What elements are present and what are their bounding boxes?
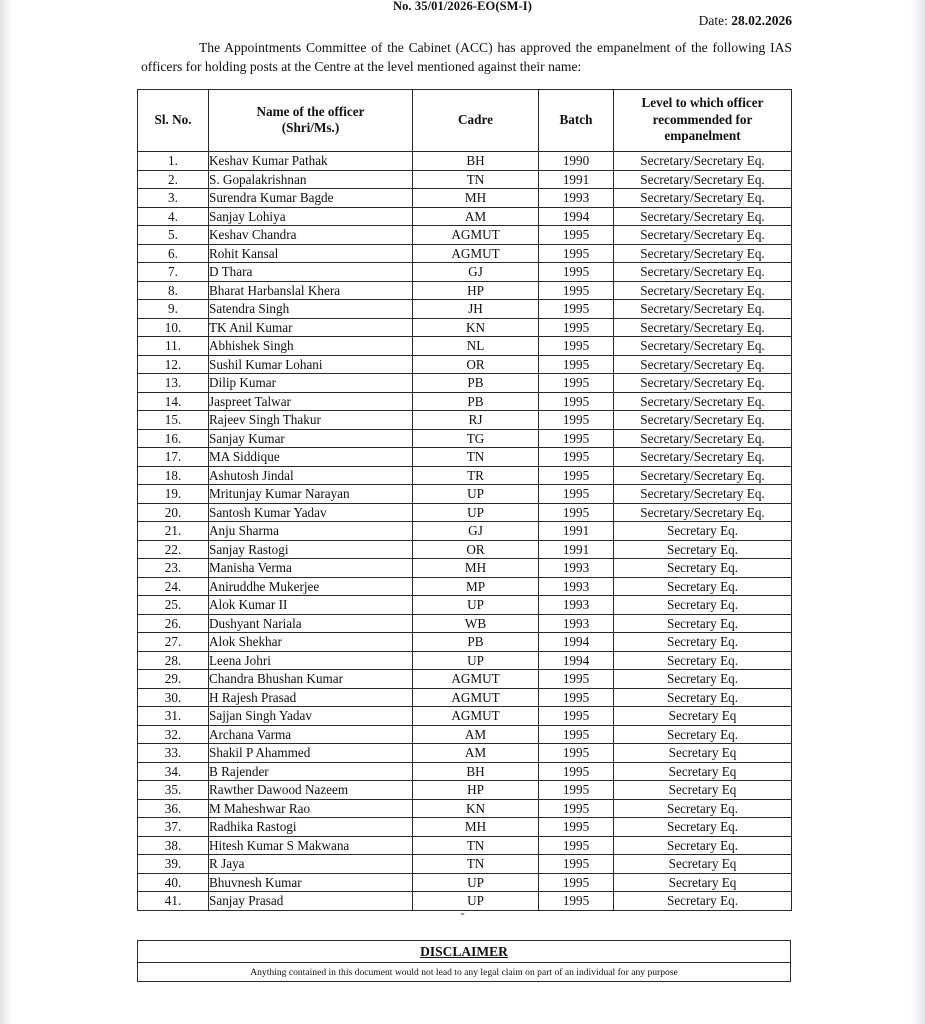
cell-batch: 1995 bbox=[539, 503, 614, 522]
table-row bbox=[138, 596, 792, 615]
cell-cadre: MH bbox=[413, 818, 539, 837]
cell-level: Secretary Eq bbox=[614, 781, 792, 800]
cell-cadre: MH bbox=[413, 189, 539, 208]
cell-officer-name: Sanjay Prasad bbox=[209, 892, 413, 911]
cell-sl-no: 20. bbox=[138, 503, 209, 522]
cell-level: Secretary Eq. bbox=[614, 633, 792, 652]
table-row bbox=[138, 466, 792, 485]
column-header-level-line2: recommended for bbox=[652, 111, 753, 127]
cell-cadre: KN bbox=[413, 799, 539, 818]
cell-cadre: AGMUT bbox=[413, 688, 539, 707]
cell-officer-name: Leena Johri bbox=[209, 651, 413, 670]
cell-sl-no: 6. bbox=[138, 244, 209, 263]
table-row bbox=[138, 281, 792, 300]
disclaimer-box bbox=[137, 940, 791, 982]
cell-sl-no: 2. bbox=[138, 170, 209, 189]
cell-level: Secretary Eq. bbox=[614, 540, 792, 559]
table-header-row bbox=[138, 90, 792, 152]
cell-officer-name: Chandra Bhushan Kumar bbox=[209, 670, 413, 689]
cell-officer-name: Rawther Dawood Nazeem bbox=[209, 781, 413, 800]
cell-level: Secretary Eq. bbox=[614, 818, 792, 837]
cell-cadre: AGMUT bbox=[413, 226, 539, 245]
cell-batch: 1995 bbox=[539, 799, 614, 818]
cell-sl-no: 41. bbox=[138, 892, 209, 911]
table-row bbox=[138, 522, 792, 541]
cell-batch: 1995 bbox=[539, 244, 614, 263]
cell-sl-no: 18. bbox=[138, 466, 209, 485]
cell-officer-name: Dushyant Nariala bbox=[209, 614, 413, 633]
cell-cadre: TN bbox=[413, 170, 539, 189]
cell-sl-no: 39. bbox=[138, 855, 209, 874]
cell-officer-name: Sanjay Lohiya bbox=[209, 207, 413, 226]
cell-cadre: UP bbox=[413, 596, 539, 615]
cell-cadre: HP bbox=[413, 781, 539, 800]
cell-cadre: TN bbox=[413, 448, 539, 467]
cell-sl-no: 8. bbox=[138, 281, 209, 300]
table-row bbox=[138, 559, 792, 578]
table-row bbox=[138, 226, 792, 245]
cell-officer-name: Shakil P Ahammed bbox=[209, 744, 413, 763]
cell-level: Secretary Eq bbox=[614, 762, 792, 781]
cell-cadre: PB bbox=[413, 374, 539, 393]
cell-cadre: NL bbox=[413, 337, 539, 356]
cell-cadre: GJ bbox=[413, 263, 539, 282]
cell-cadre: AGMUT bbox=[413, 244, 539, 263]
cell-level: Secretary/Secretary Eq. bbox=[614, 226, 792, 245]
cell-level: Secretary/Secretary Eq. bbox=[614, 503, 792, 522]
cell-officer-name: Radhika Rastogi bbox=[209, 818, 413, 837]
cell-sl-no: 9. bbox=[138, 300, 209, 319]
cell-sl-no: 4. bbox=[138, 207, 209, 226]
cell-officer-name: Sushil Kumar Lohani bbox=[209, 355, 413, 374]
cell-batch: 1995 bbox=[539, 836, 614, 855]
cell-batch: 1995 bbox=[539, 374, 614, 393]
cell-sl-no: 24. bbox=[138, 577, 209, 596]
cell-cadre: PB bbox=[413, 392, 539, 411]
column-header-batch: Batch bbox=[539, 90, 614, 152]
table-row bbox=[138, 485, 792, 504]
cell-batch: 1995 bbox=[539, 466, 614, 485]
cell-batch: 1994 bbox=[539, 633, 614, 652]
cell-sl-no: 12. bbox=[138, 355, 209, 374]
cell-batch: 1995 bbox=[539, 392, 614, 411]
table-header bbox=[138, 90, 792, 152]
cell-officer-name: Rajeev Singh Thakur bbox=[209, 411, 413, 430]
table-row bbox=[138, 392, 792, 411]
cell-batch: 1995 bbox=[539, 873, 614, 892]
cell-batch: 1995 bbox=[539, 263, 614, 282]
cell-level: Secretary/Secretary Eq. bbox=[614, 263, 792, 282]
disclaimer-body: Anything contained in this document would not lead to any legal claim on part of an individual for any purpose bbox=[138, 963, 791, 982]
cell-batch: 1995 bbox=[539, 725, 614, 744]
cell-level: Secretary Eq bbox=[614, 855, 792, 874]
cell-sl-no: 7. bbox=[138, 263, 209, 282]
cell-level: Secretary Eq bbox=[614, 744, 792, 763]
table-row bbox=[138, 411, 792, 430]
cell-officer-name: Alok Shekhar bbox=[209, 633, 413, 652]
table-row bbox=[138, 799, 792, 818]
cell-sl-no: 32. bbox=[138, 725, 209, 744]
table-row bbox=[138, 688, 792, 707]
cell-batch: 1995 bbox=[539, 226, 614, 245]
cell-batch: 1995 bbox=[539, 429, 614, 448]
cell-officer-name: Archana Varma bbox=[209, 725, 413, 744]
disclaimer-title-text: DISCLAIMER bbox=[420, 943, 508, 959]
table-row bbox=[138, 651, 792, 670]
cell-cadre: AGMUT bbox=[413, 707, 539, 726]
cell-cadre: BH bbox=[413, 152, 539, 171]
cell-cadre: TR bbox=[413, 466, 539, 485]
cell-sl-no: 17. bbox=[138, 448, 209, 467]
cell-cadre: AM bbox=[413, 725, 539, 744]
table-row bbox=[138, 170, 792, 189]
table-row bbox=[138, 207, 792, 226]
cell-officer-name: Bhuvnesh Kumar bbox=[209, 873, 413, 892]
cell-sl-no: 11. bbox=[138, 337, 209, 356]
cell-officer-name: Jaspreet Talwar bbox=[209, 392, 413, 411]
cell-batch: 1995 bbox=[539, 744, 614, 763]
cell-cadre: PB bbox=[413, 633, 539, 652]
cell-cadre: UP bbox=[413, 485, 539, 504]
cell-sl-no: 40. bbox=[138, 873, 209, 892]
disclaimer-title-row bbox=[138, 941, 791, 963]
cell-officer-name: Mritunjay Kumar Narayan bbox=[209, 485, 413, 504]
cell-cadre: BH bbox=[413, 762, 539, 781]
table-row bbox=[138, 429, 792, 448]
disclaimer-title bbox=[138, 941, 791, 963]
cell-batch: 1995 bbox=[539, 670, 614, 689]
cell-sl-no: 33. bbox=[138, 744, 209, 763]
cell-batch: 1991 bbox=[539, 540, 614, 559]
intro-paragraph: The Appointments Committee of the Cabinet (ACC) has approved the empanelment of the following IAS officers for holding posts at the Centre at the level mentioned against their name: bbox=[141, 40, 792, 74]
cell-sl-no: 23. bbox=[138, 559, 209, 578]
column-header-sl-no: Sl. No. bbox=[138, 90, 209, 152]
cell-officer-name: Sajjan Singh Yadav bbox=[209, 707, 413, 726]
cell-sl-no: 34. bbox=[138, 762, 209, 781]
cell-level: Secretary/Secretary Eq. bbox=[614, 207, 792, 226]
cell-level: Secretary/Secretary Eq. bbox=[614, 170, 792, 189]
cell-sl-no: 25. bbox=[138, 596, 209, 615]
cell-cadre: AM bbox=[413, 207, 539, 226]
table-row bbox=[138, 670, 792, 689]
cell-batch: 1991 bbox=[539, 522, 614, 541]
table-row bbox=[138, 873, 792, 892]
cell-level: Secretary/Secretary Eq. bbox=[614, 448, 792, 467]
cell-level: Secretary/Secretary Eq. bbox=[614, 411, 792, 430]
cell-cadre: GJ bbox=[413, 522, 539, 541]
cell-cadre: JH bbox=[413, 300, 539, 319]
cell-sl-no: 16. bbox=[138, 429, 209, 448]
cell-officer-name: Rohit Kansal bbox=[209, 244, 413, 263]
table-row bbox=[138, 540, 792, 559]
table-row bbox=[138, 855, 792, 874]
cell-cadre: TG bbox=[413, 429, 539, 448]
cell-level: Secretary/Secretary Eq. bbox=[614, 485, 792, 504]
cell-officer-name: Manisha Verma bbox=[209, 559, 413, 578]
cell-cadre: MP bbox=[413, 577, 539, 596]
cell-sl-no: 29. bbox=[138, 670, 209, 689]
cell-sl-no: 28. bbox=[138, 651, 209, 670]
cell-officer-name: Satendra Singh bbox=[209, 300, 413, 319]
cell-cadre: OR bbox=[413, 540, 539, 559]
column-header-level-line1: Level to which officer bbox=[641, 95, 764, 111]
table-row bbox=[138, 762, 792, 781]
cell-officer-name: Keshav Chandra bbox=[209, 226, 413, 245]
cell-officer-name: Hitesh Kumar S Makwana bbox=[209, 836, 413, 855]
table-row bbox=[138, 300, 792, 319]
cell-batch: 1995 bbox=[539, 337, 614, 356]
cell-level: Secretary/Secretary Eq. bbox=[614, 244, 792, 263]
cell-officer-name: MA Siddique bbox=[209, 448, 413, 467]
cell-sl-no: 14. bbox=[138, 392, 209, 411]
table-row bbox=[138, 355, 792, 374]
cell-officer-name: Abhishek Singh bbox=[209, 337, 413, 356]
cell-level: Secretary/Secretary Eq. bbox=[614, 355, 792, 374]
cell-level: Secretary Eq bbox=[614, 707, 792, 726]
cell-batch: 1990 bbox=[539, 152, 614, 171]
table-row bbox=[138, 633, 792, 652]
table-row bbox=[138, 152, 792, 171]
cell-sl-no: 3. bbox=[138, 189, 209, 208]
cell-level: Secretary Eq. bbox=[614, 596, 792, 615]
cell-level: Secretary/Secretary Eq. bbox=[614, 374, 792, 393]
cell-officer-name: Alok Kumar II bbox=[209, 596, 413, 615]
cell-level: Secretary Eq. bbox=[614, 559, 792, 578]
cell-sl-no: 22. bbox=[138, 540, 209, 559]
cell-sl-no: 21. bbox=[138, 522, 209, 541]
cell-officer-name: Sanjay Rastogi bbox=[209, 540, 413, 559]
cell-officer-name: Aniruddhe Mukerjee bbox=[209, 577, 413, 596]
cell-level: Secretary/Secretary Eq. bbox=[614, 337, 792, 356]
cell-sl-no: 1. bbox=[138, 152, 209, 171]
cell-cadre: UP bbox=[413, 503, 539, 522]
table-row bbox=[138, 577, 792, 596]
cell-level: Secretary Eq. bbox=[614, 836, 792, 855]
cell-level: Secretary/Secretary Eq. bbox=[614, 300, 792, 319]
cell-batch: 1995 bbox=[539, 300, 614, 319]
disclaimer-body-row bbox=[138, 963, 791, 982]
table-row bbox=[138, 244, 792, 263]
cell-officer-name: S. Gopalakrishnan bbox=[209, 170, 413, 189]
cell-sl-no: 10. bbox=[138, 318, 209, 337]
cell-cadre: TN bbox=[413, 855, 539, 874]
cell-level: Secretary Eq bbox=[614, 873, 792, 892]
cell-batch: 1995 bbox=[539, 818, 614, 837]
table-row bbox=[138, 707, 792, 726]
column-header-level bbox=[614, 90, 792, 152]
table-row bbox=[138, 374, 792, 393]
cell-batch: 1995 bbox=[539, 688, 614, 707]
cell-level: Secretary Eq. bbox=[614, 799, 792, 818]
cell-cadre: MH bbox=[413, 559, 539, 578]
cell-batch: 1995 bbox=[539, 855, 614, 874]
cell-batch: 1995 bbox=[539, 448, 614, 467]
cell-officer-name: B Rajender bbox=[209, 762, 413, 781]
table-row bbox=[138, 337, 792, 356]
cell-cadre: TN bbox=[413, 836, 539, 855]
cell-sl-no: 19. bbox=[138, 485, 209, 504]
cell-officer-name: Ashutosh Jindal bbox=[209, 466, 413, 485]
cell-level: Secretary/Secretary Eq. bbox=[614, 429, 792, 448]
cell-batch: 1993 bbox=[539, 596, 614, 615]
cell-officer-name: Bharat Harbanslal Khera bbox=[209, 281, 413, 300]
cell-sl-no: 37. bbox=[138, 818, 209, 837]
cell-batch: 1995 bbox=[539, 355, 614, 374]
document-date bbox=[699, 13, 792, 29]
table-row bbox=[138, 189, 792, 208]
cell-cadre: UP bbox=[413, 892, 539, 911]
cell-batch: 1994 bbox=[539, 207, 614, 226]
cell-batch: 1993 bbox=[539, 614, 614, 633]
cell-batch: 1995 bbox=[539, 485, 614, 504]
cell-cadre: KN bbox=[413, 318, 539, 337]
cell-sl-no: 30. bbox=[138, 688, 209, 707]
table-row bbox=[138, 836, 792, 855]
table-row bbox=[138, 744, 792, 763]
cell-officer-name: H Rajesh Prasad bbox=[209, 688, 413, 707]
column-header-level-line3: empanelment bbox=[664, 128, 741, 144]
cell-sl-no: 27. bbox=[138, 633, 209, 652]
table-body bbox=[138, 152, 792, 911]
table-row bbox=[138, 448, 792, 467]
cell-officer-name: Keshav Kumar Pathak bbox=[209, 152, 413, 171]
cell-level: Secretary/Secretary Eq. bbox=[614, 318, 792, 337]
cell-level: Secretary Eq. bbox=[614, 577, 792, 596]
document-number: No. 35/01/2026-EO(SM-I) bbox=[392, 0, 533, 13]
cell-sl-no: 36. bbox=[138, 799, 209, 818]
cell-cadre: HP bbox=[413, 281, 539, 300]
column-header-name-line2: (Shri/Ms.) bbox=[281, 120, 340, 135]
cell-batch: 1995 bbox=[539, 762, 614, 781]
cell-cadre: RJ bbox=[413, 411, 539, 430]
cell-batch: 1995 bbox=[539, 318, 614, 337]
column-header-name bbox=[209, 90, 413, 152]
table-row bbox=[138, 263, 792, 282]
cell-cadre: OR bbox=[413, 355, 539, 374]
cell-batch: 1993 bbox=[539, 189, 614, 208]
cell-sl-no: 26. bbox=[138, 614, 209, 633]
cell-cadre: UP bbox=[413, 651, 539, 670]
cell-officer-name: R Jaya bbox=[209, 855, 413, 874]
cell-level: Secretary Eq. bbox=[614, 614, 792, 633]
table-row bbox=[138, 318, 792, 337]
table-row bbox=[138, 781, 792, 800]
table-row bbox=[138, 725, 792, 744]
cell-batch: 1995 bbox=[539, 707, 614, 726]
cell-level: Secretary Eq. bbox=[614, 522, 792, 541]
cell-level: Secretary Eq. bbox=[614, 670, 792, 689]
cell-batch: 1995 bbox=[539, 281, 614, 300]
cell-officer-name: Anju Sharma bbox=[209, 522, 413, 541]
column-header-cadre: Cadre bbox=[413, 90, 539, 152]
table-row bbox=[138, 614, 792, 633]
cell-sl-no: 38. bbox=[138, 836, 209, 855]
cell-level: Secretary Eq. bbox=[614, 725, 792, 744]
cell-officer-name: M Maheshwar Rao bbox=[209, 799, 413, 818]
cell-officer-name: TK Anil Kumar bbox=[209, 318, 413, 337]
table-row bbox=[138, 818, 792, 837]
cell-level: Secretary/Secretary Eq. bbox=[614, 152, 792, 171]
cell-level: Secretary Eq. bbox=[614, 892, 792, 911]
cell-cadre: AGMUT bbox=[413, 670, 539, 689]
table-row bbox=[138, 503, 792, 522]
cell-sl-no: 31. bbox=[138, 707, 209, 726]
cell-officer-name: Sanjay Kumar bbox=[209, 429, 413, 448]
cell-batch: 1994 bbox=[539, 651, 614, 670]
cell-level: Secretary/Secretary Eq. bbox=[614, 392, 792, 411]
cell-sl-no: 15. bbox=[138, 411, 209, 430]
cell-sl-no: 35. bbox=[138, 781, 209, 800]
cell-sl-no: 5. bbox=[138, 226, 209, 245]
page-break-dash: - bbox=[460, 905, 465, 920]
cell-batch: 1993 bbox=[539, 559, 614, 578]
cell-cadre: AM bbox=[413, 744, 539, 763]
cell-cadre: WB bbox=[413, 614, 539, 633]
cell-level: Secretary/Secretary Eq. bbox=[614, 189, 792, 208]
date-value: 28.02.2026 bbox=[731, 13, 792, 28]
cell-officer-name: D Thara bbox=[209, 263, 413, 282]
cell-level: Secretary Eq. bbox=[614, 651, 792, 670]
cell-level: Secretary/Secretary Eq. bbox=[614, 281, 792, 300]
empanelment-table bbox=[137, 89, 792, 911]
cell-batch: 1995 bbox=[539, 781, 614, 800]
cell-level: Secretary Eq. bbox=[614, 688, 792, 707]
cell-cadre: UP bbox=[413, 873, 539, 892]
cell-officer-name: Santosh Kumar Yadav bbox=[209, 503, 413, 522]
cell-batch: 1993 bbox=[539, 577, 614, 596]
date-label: Date: bbox=[698, 13, 728, 28]
cell-officer-name: Surendra Kumar Bagde bbox=[209, 189, 413, 208]
cell-batch: 1995 bbox=[539, 892, 614, 911]
cell-officer-name: Dilip Kumar bbox=[209, 374, 413, 393]
cell-level: Secretary/Secretary Eq. bbox=[614, 466, 792, 485]
column-header-name-line1: Name of the officer bbox=[256, 103, 365, 119]
cell-batch: 1991 bbox=[539, 170, 614, 189]
cell-sl-no: 13. bbox=[138, 374, 209, 393]
cell-batch: 1995 bbox=[539, 411, 614, 430]
